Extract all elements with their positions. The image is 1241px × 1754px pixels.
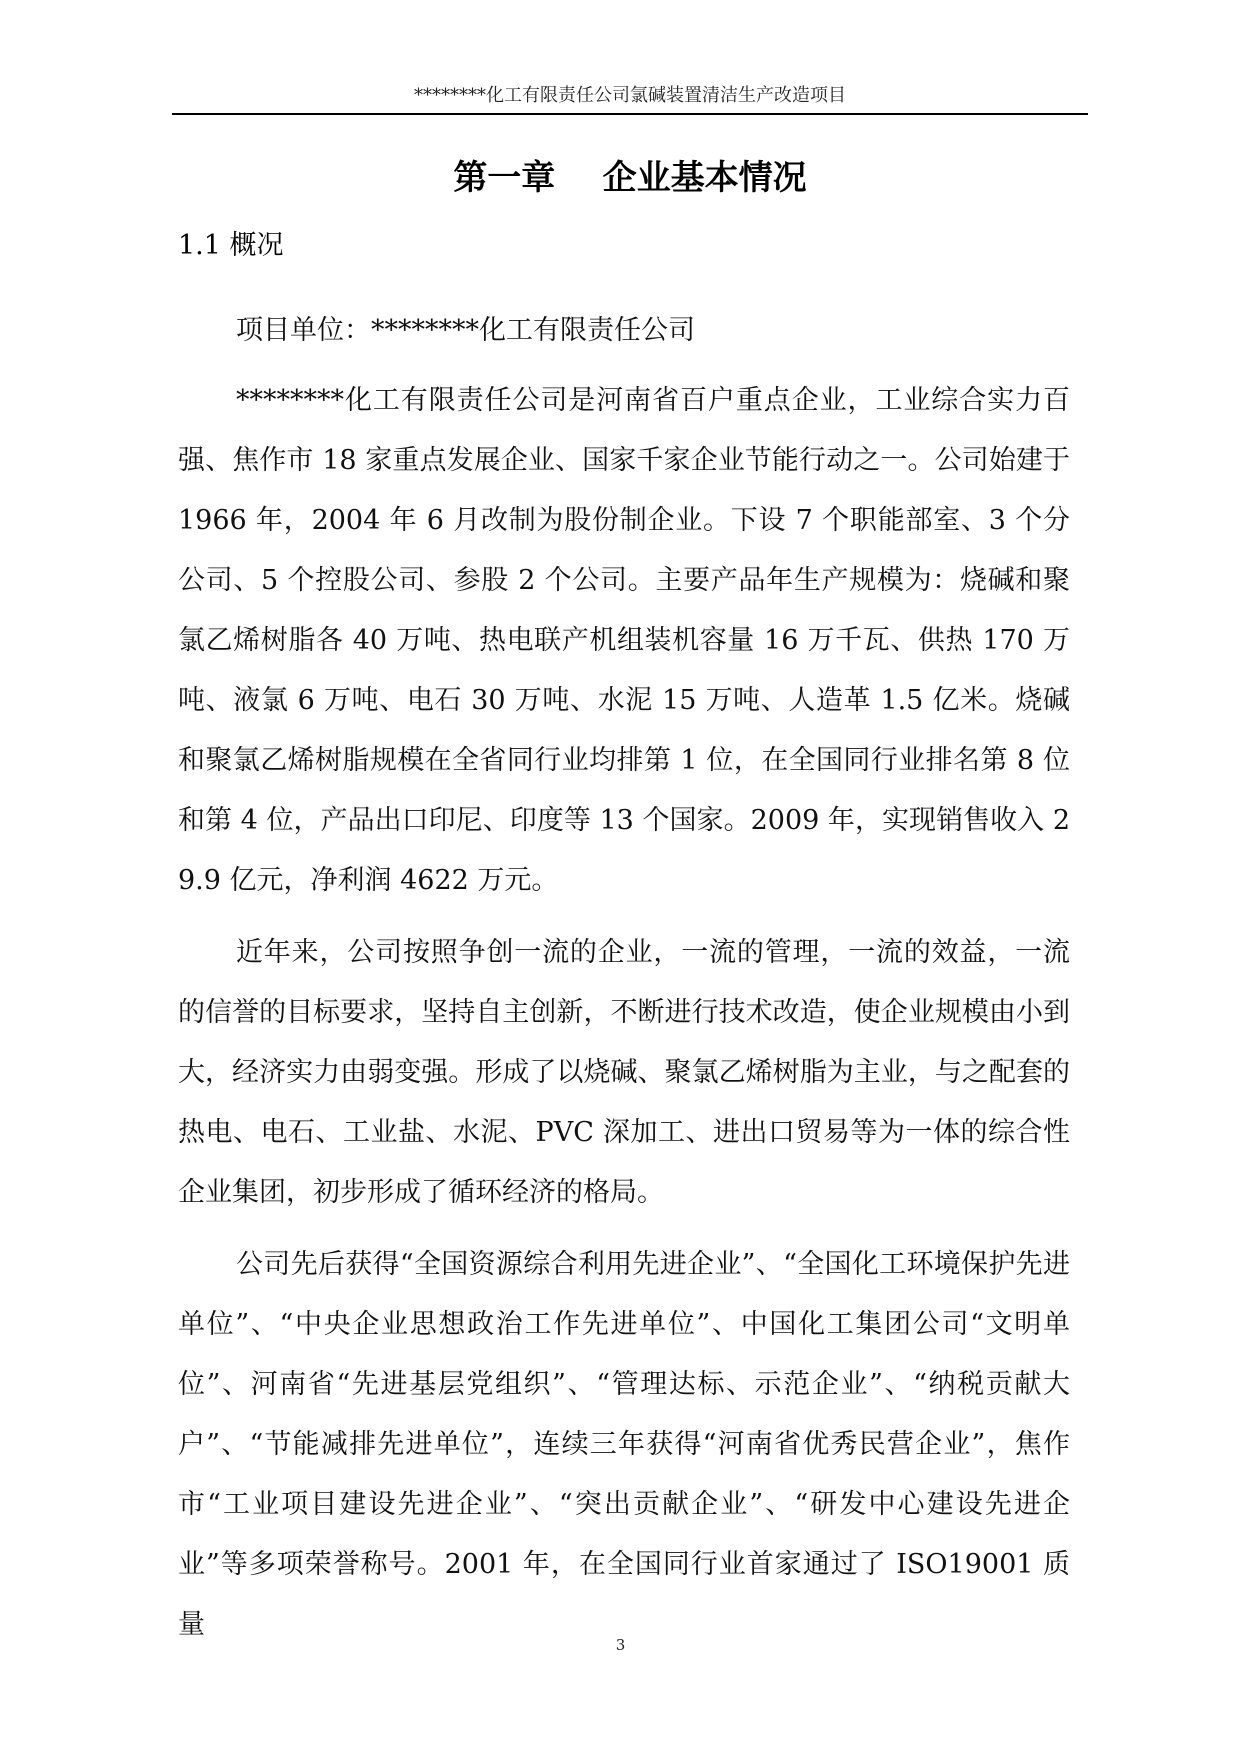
paragraph-honors: 公司先后获得“全国资源综合利用先进企业”、“全国化工环境保护先进单位”、“中央企业思想政治工作先进单位”、中国化工集团公司“文明单位”、河南省“先进基层党组织”、“管理达标、示范企业”、“纳税贡献大户”、“节能减排先进单位”，连续三年获得“河南省优秀民营企业”，焦作市“工业项目建设先进企业”、“突出贡献企业”、“研发中心建设先进企业”等多项荣誉称号。2001 年，在全国同行业首家通过了 ISO19001 质量 [178,1249,1070,1640]
body-text [178,301,1070,1667]
paragraph-company-overview: ********化工有限责任公司是河南省百户重点企业，工业综合实力百强、焦作市 18 家重点发展企业、国家千家企业节能行动之一。公司始建于 1966 年，2004 年 6 月改制为股份制企业。下设 7 个职能部室、3 个分公司、5 个控股公司、参股 2 个公司。主要产品年生产规模为：烧碱和聚氯乙烯树脂各 40 万吨、热电联产机组装机容量 16 万千瓦、供热 170 万吨、液氯 6 万吨、电石 30 万吨、水泥 15 万吨、人造革 1.5 亿米。烧碱和聚氯乙烯树脂规模在全省同行业均排第 1 位，在全国同行业排名第 8 位和第 4 位，产品出口印尼、印度等 13 个国家。2009 年，实现销售收入 29.9 亿元，净利润 4622 万元。 [178,385,1070,896]
running-header: ********化工有限责任公司氯碱装置清洁生产改造项目 [414,85,846,106]
page-number: 3 [615,1636,626,1654]
section-heading: 1.1 概况 [178,230,284,261]
paragraph-project-unit: 项目单位：********化工有限责任公司 [236,315,695,346]
chapter-title: 第一章 企业基本情况 [453,158,807,198]
paragraph-recent-development: 近年来，公司按照争创一流的企业，一流的管理，一流的效益，一流的信誉的目标要求，坚持自主创新，不断进行技术改造，使企业规模由小到大，经济实力由弱变强。形成了以烧碱、聚氯乙烯树脂为主业，与之配套的热电、电石、工业盐、水泥、PVC 深加工、进出口贸易等为一体的综合性企业集团，初步形成了循环经济的格局。 [178,937,1070,1208]
header-divider [172,113,1088,115]
